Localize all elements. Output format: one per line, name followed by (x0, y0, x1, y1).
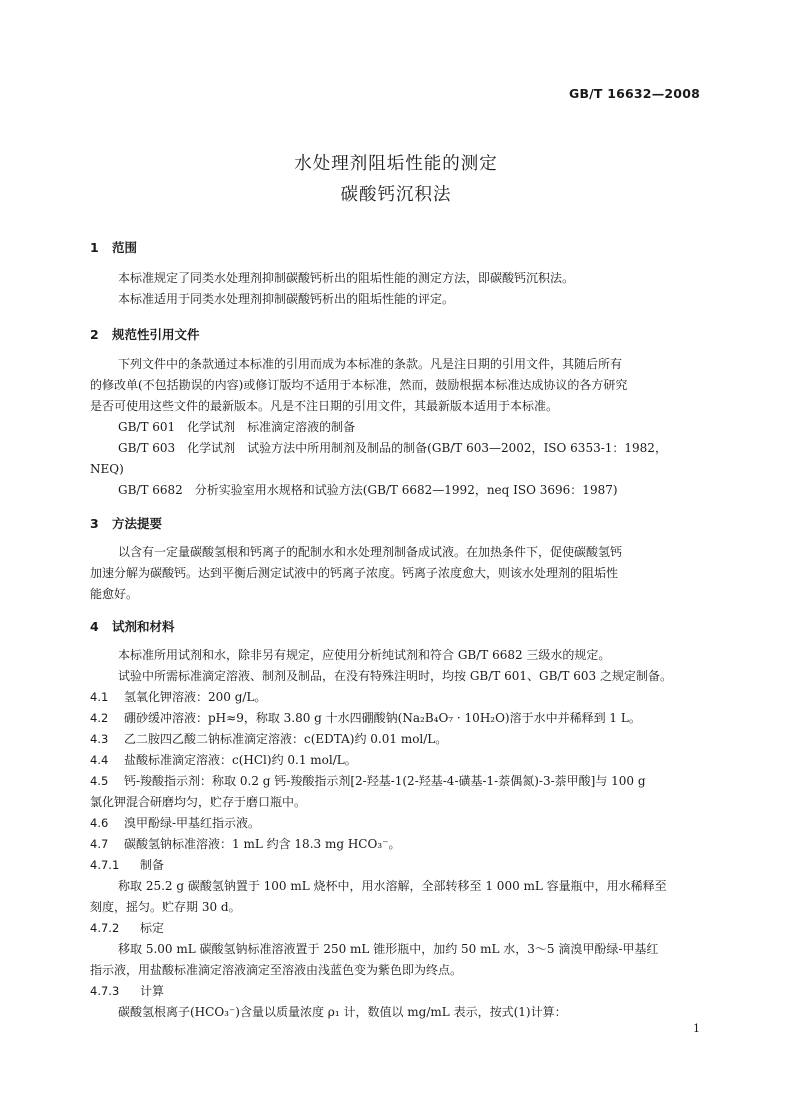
item-text: 盐酸标准滴定溶液：c(HCl)约 0.1 mol/L。 (124, 753, 357, 767)
section-number: 2 (90, 327, 99, 342)
item-text: 碳酸氢钠标准溶液：1 mL 约含 18.3 mg HCO₃⁻。 (124, 837, 401, 851)
paragraph-line: 移取 5.00 mL 碳酸氢钠标准溶液置于 250 mL 锥形瓶中，加约 50 mL 水，3～5 滴溴甲酚绿-甲基红 (118, 942, 659, 956)
paragraph: 本标准规定了同类水处理剂抑制碳酸钙析出的阻垢性能的测定方法，即碳酸钙沉积法。 (118, 271, 575, 285)
item-number: 4.3 (90, 732, 109, 746)
section-heading-references (90, 325, 200, 343)
subsection-heading (90, 918, 164, 939)
paragraph: 本标准所用试剂和水，除非另有规定，应使用分析纯试剂和符合 GB/T 6682 三级水的规定。 (118, 648, 611, 662)
item-number: 4.2 (90, 711, 109, 725)
subsection-title: 标定 (140, 921, 165, 935)
subsection-number: 4.7.2 (90, 921, 120, 935)
section-heading-reagents (90, 617, 175, 635)
paragraph: 本标准适用于同类水处理剂抑制碳酸钙析出的阻垢性能的评定。 (118, 292, 455, 306)
item-text: 硼砂缓冲溶液：pH≈9，称取 3.80 g 十水四硼酸钠(Na₂B₄O₇ · 10H₂O)溶于水中并稀释到 1 L。 (124, 711, 641, 725)
reagent-item (90, 771, 646, 792)
reagent-item (90, 750, 357, 771)
item-number: 4.1 (90, 690, 109, 704)
reagent-item (90, 813, 260, 834)
document-title: 水处理剂阻垢性能的测定 (294, 154, 498, 174)
reference-item-continued: NEQ) (90, 462, 124, 476)
item-number: 4.5 (90, 774, 109, 788)
paragraph-line: 下列文件中的条款通过本标准的引用而成为本标准的条款。凡是注日期的引用文件，其随后所有 (118, 357, 623, 371)
section-title: 规范性引用文件 (112, 327, 200, 342)
reference-item: GB/T 603 化学试剂 试验方法中所用制剂及制品的制备(GB/T 603—2002，ISO 6353-1：1982， (118, 441, 667, 455)
paragraph-line: 指示液，用盐酸标准滴定溶液滴定至溶液由浅蓝色变为紫色即为终点。 (90, 963, 463, 977)
subsection-number: 4.7.1 (90, 858, 120, 872)
reagent-item (90, 834, 400, 855)
reagent-item (90, 708, 641, 729)
paragraph-line: 以含有一定量碳酸氢根和钙离子的配制水和水处理剂制备成试液。在加热条件下，促使碳酸氢钙 (118, 545, 623, 559)
subsection-title: 制备 (140, 858, 165, 872)
item-text: 溴甲酚绿-甲基红指示液。 (124, 816, 261, 830)
section-title: 试剂和材料 (112, 619, 175, 634)
paragraph-line: 是否可使用这些文件的最新版本。凡是不注日期的引用文件，其最新版本适用于本标准。 (90, 399, 559, 413)
subsection-title: 计算 (140, 984, 165, 998)
item-number: 4.4 (90, 753, 109, 767)
item-number: 4.6 (90, 816, 109, 830)
subsection-heading (90, 855, 164, 876)
paragraph-line: 加速分解为碳酸钙。达到平衡后测定试液中的钙离子浓度。钙离子浓度愈大，则该水处理剂的阻垢性 (90, 566, 619, 580)
subsection-heading (90, 981, 164, 1002)
paragraph-line: 刻度，摇匀。贮存期 30 d。 (90, 900, 241, 914)
section-heading-principle (90, 514, 162, 532)
item-text: 乙二胺四乙酸二钠标准滴定溶液：c(EDTA)约 0.01 mol/L。 (124, 732, 448, 746)
section-title: 方法提要 (112, 516, 163, 531)
section-number: 1 (90, 240, 99, 255)
subsection-number: 4.7.3 (90, 984, 120, 998)
item-number: 4.7 (90, 837, 109, 851)
page-number: 1 (693, 1022, 700, 1035)
reagent-item-continued: 氯化钾混合研磨均匀，贮存于磨口瓶中。 (90, 795, 307, 809)
item-text: 氢氧化钾溶液：200 g/L。 (124, 690, 267, 704)
paragraph-line: 能愈好。 (90, 587, 139, 601)
document-subtitle: 碳酸钙沉积法 (340, 185, 452, 205)
section-title: 范围 (112, 240, 138, 255)
reference-item: GB/T 601 化学试剂 标准滴定溶液的制备 (118, 420, 356, 434)
section-heading-scope (90, 238, 137, 256)
paragraph: 试验中所需标准滴定溶液、制剂及制品，在没有特殊注明时，均按 GB/T 601、GB/T 603 之规定制备。 (118, 669, 672, 683)
item-text: 钙-羧酸指示剂：称取 0.2 g 钙-羧酸指示剂[2-羟基-1(2-羟基-4-磺基-1-萘偶氮)-3-萘甲酸]与 100 g (124, 774, 646, 788)
section-number: 3 (90, 516, 99, 531)
reference-item: GB/T 6682 分析实验室用水规格和试验方法(GB/T 6682—1992，neq ISO 3696：1987) (118, 483, 618, 497)
section-number: 4 (90, 619, 99, 634)
reagent-item (90, 687, 266, 708)
paragraph-line: 称取 25.2 g 碳酸氢钠置于 100 mL 烧杯中，用水溶解，全部转移至 1 000 mL 容量瓶中，用水稀释至 (118, 879, 667, 893)
paragraph-line: 的修改单(不包括勘误的内容)或修订版均不适用于本标准，然而，鼓励根据本标准达成协议的各方研究 (90, 378, 628, 392)
paragraph-line: 碳酸氢根离子(HCO₃⁻)含量以质量浓度 ρ₁ 计，数值以 mg/mL 表示，按式(1)计算： (118, 1005, 567, 1019)
standard-code: GB/T 16632—2008 (568, 86, 700, 101)
reagent-item (90, 729, 447, 750)
